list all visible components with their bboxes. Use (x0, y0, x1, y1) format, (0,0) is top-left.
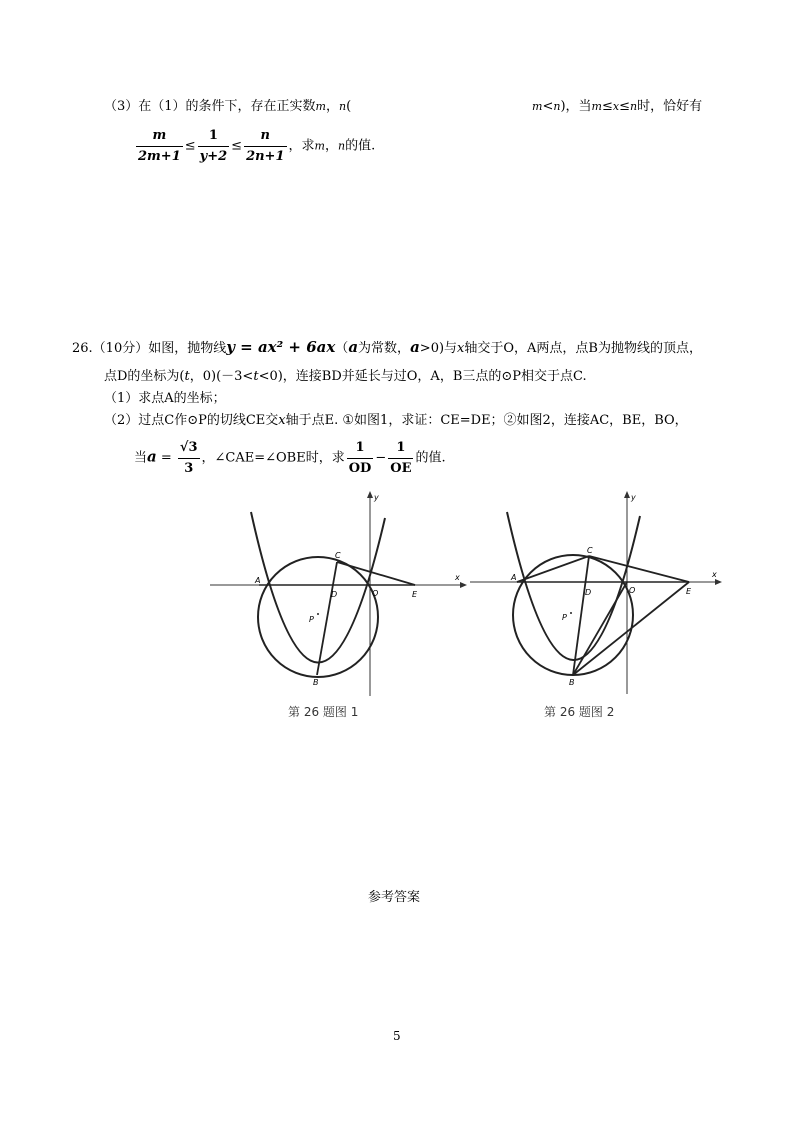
circle-p (513, 555, 636, 675)
line-bc (317, 562, 337, 675)
var-a: a (348, 338, 359, 356)
q25-part3-inequality (134, 128, 375, 164)
eq-equals: = (234, 338, 258, 356)
label-b: B (313, 678, 319, 687)
text: 轴于点E. ①如图1，求证：CE=DE；②如图2，连接AC，BE，BO， (285, 413, 688, 428)
fraction-denominator: OE (390, 460, 412, 476)
le-sign: ≤ (184, 138, 196, 154)
fraction-numerator: 1 (347, 440, 374, 459)
label-y: y (374, 493, 379, 502)
text-when: )，当 (560, 99, 592, 114)
var-n: n (629, 100, 638, 113)
var-t: t (253, 369, 259, 384)
label-e: E (412, 590, 418, 599)
label-b: B (569, 678, 575, 687)
le-sign: ≤ (601, 99, 613, 114)
text-exactly: 时，恰好有 (637, 99, 703, 114)
parabola (251, 512, 385, 663)
text-value: 的值. (345, 138, 376, 154)
fraction-n (244, 128, 286, 164)
label-e: E (686, 587, 692, 596)
var-m: m (532, 100, 543, 113)
var-x: x (278, 413, 286, 428)
label-x: x (712, 570, 717, 579)
less-than: < (542, 99, 554, 114)
figure-2-caption: 第 26 题图 2 (544, 705, 615, 719)
var-m: m (314, 139, 325, 153)
fraction-denominator: OD (348, 460, 372, 476)
figure-2 (465, 486, 730, 701)
label-p: P (309, 615, 314, 624)
y-axis-arrow (367, 491, 373, 498)
line-bc (573, 556, 592, 675)
text: 轴交于O，A两点，点B为抛物线的顶点， (464, 341, 702, 356)
text: 的值. (415, 450, 446, 466)
y-axis-arrow (624, 491, 630, 498)
fraction-denominator: 3 (184, 460, 194, 476)
text: 当 (134, 450, 148, 466)
parabola-equation: ax² + 6ax (257, 338, 336, 356)
text: ，0)(－3< (189, 369, 254, 384)
label-c: C (335, 551, 341, 560)
fraction-denominator: y+2 (199, 148, 228, 164)
label-o: O (372, 589, 379, 598)
line-ac (517, 556, 589, 582)
q25-part3-line1-right (532, 100, 702, 113)
answer-heading: 参考答案 (368, 890, 421, 905)
text: ，∠CAE=∠OBE时，求 (201, 450, 345, 466)
var-x: x (457, 341, 465, 356)
line-ce (337, 562, 415, 585)
var-n: n (553, 100, 561, 113)
q26-line2 (104, 370, 587, 383)
label-d: D (585, 588, 592, 597)
part1-text: （1）求点A的坐标； (104, 391, 226, 406)
fraction-numerator: 1 (388, 440, 413, 459)
label-p: P (562, 613, 567, 622)
q26-line1 (72, 340, 702, 355)
var-m: m (591, 100, 602, 113)
q26-part1 (104, 392, 226, 405)
le-sign: ≤ (231, 138, 243, 154)
q26-part2 (104, 414, 688, 427)
fraction-denominator: 2m+1 (138, 148, 181, 164)
var-m: m (315, 100, 326, 113)
fraction-numerator: n (244, 128, 286, 147)
figure-1 (205, 486, 470, 701)
text: （ (335, 341, 349, 356)
fraction-1-over-oe (388, 440, 413, 476)
comma: ， (324, 138, 338, 154)
fraction-denominator: 2n+1 (246, 148, 285, 164)
text: 点D的坐标为( (104, 369, 185, 384)
q26-condition (134, 440, 446, 476)
label-o: O (629, 586, 636, 595)
fraction-numerator: m (136, 128, 183, 147)
label-c: C (587, 546, 593, 555)
text: <0)，连接BD并延长与过O，A，B三点的⊙P相交于点C. (258, 369, 587, 384)
text: （2）过点C作⊙P的切线CE交 (104, 413, 279, 428)
var-a: a (147, 447, 157, 466)
line-bo (573, 582, 627, 675)
var-n: n (339, 100, 347, 113)
comma: ， (325, 99, 339, 114)
fraction-1-over-od (347, 440, 374, 476)
fraction-m (136, 128, 183, 164)
eq-y: y (226, 338, 235, 356)
le-sign: ≤ (619, 99, 630, 114)
x-axis-arrow (715, 579, 722, 585)
circle-p (258, 557, 378, 677)
figure-1-caption: 第 26 题图 1 (288, 705, 359, 719)
fraction-numerator: 1 (198, 128, 230, 147)
open-paren: ( (346, 99, 352, 114)
equals: = (156, 450, 176, 466)
line-ce (589, 556, 689, 582)
text: >0)与 (419, 341, 458, 356)
label-x: x (455, 573, 460, 582)
point-p (317, 613, 319, 615)
label-a: A (255, 576, 261, 585)
label-a: A (511, 573, 517, 582)
label-y: y (631, 493, 636, 502)
text-find: ，求 (288, 138, 315, 154)
q25-part3-intro: （3）在（1）的条件下，存在正实数 (104, 99, 316, 114)
text: 为常数， (358, 341, 411, 356)
var-n: n (337, 139, 346, 153)
var-x: x (612, 100, 620, 113)
var-a: a (410, 338, 420, 356)
fraction-y (198, 128, 230, 164)
minus-sign: − (375, 450, 387, 466)
fraction-sqrt3-over-3 (178, 440, 200, 476)
page-number: 5 (393, 1029, 401, 1043)
var-t: t (184, 369, 190, 384)
label-d: D (331, 590, 338, 599)
point-p (570, 612, 572, 614)
q25-part3-line1 (104, 100, 351, 113)
fraction-numerator: √3 (178, 440, 200, 459)
q26-number: 26.（10分）如图，抛物线 (72, 341, 227, 356)
